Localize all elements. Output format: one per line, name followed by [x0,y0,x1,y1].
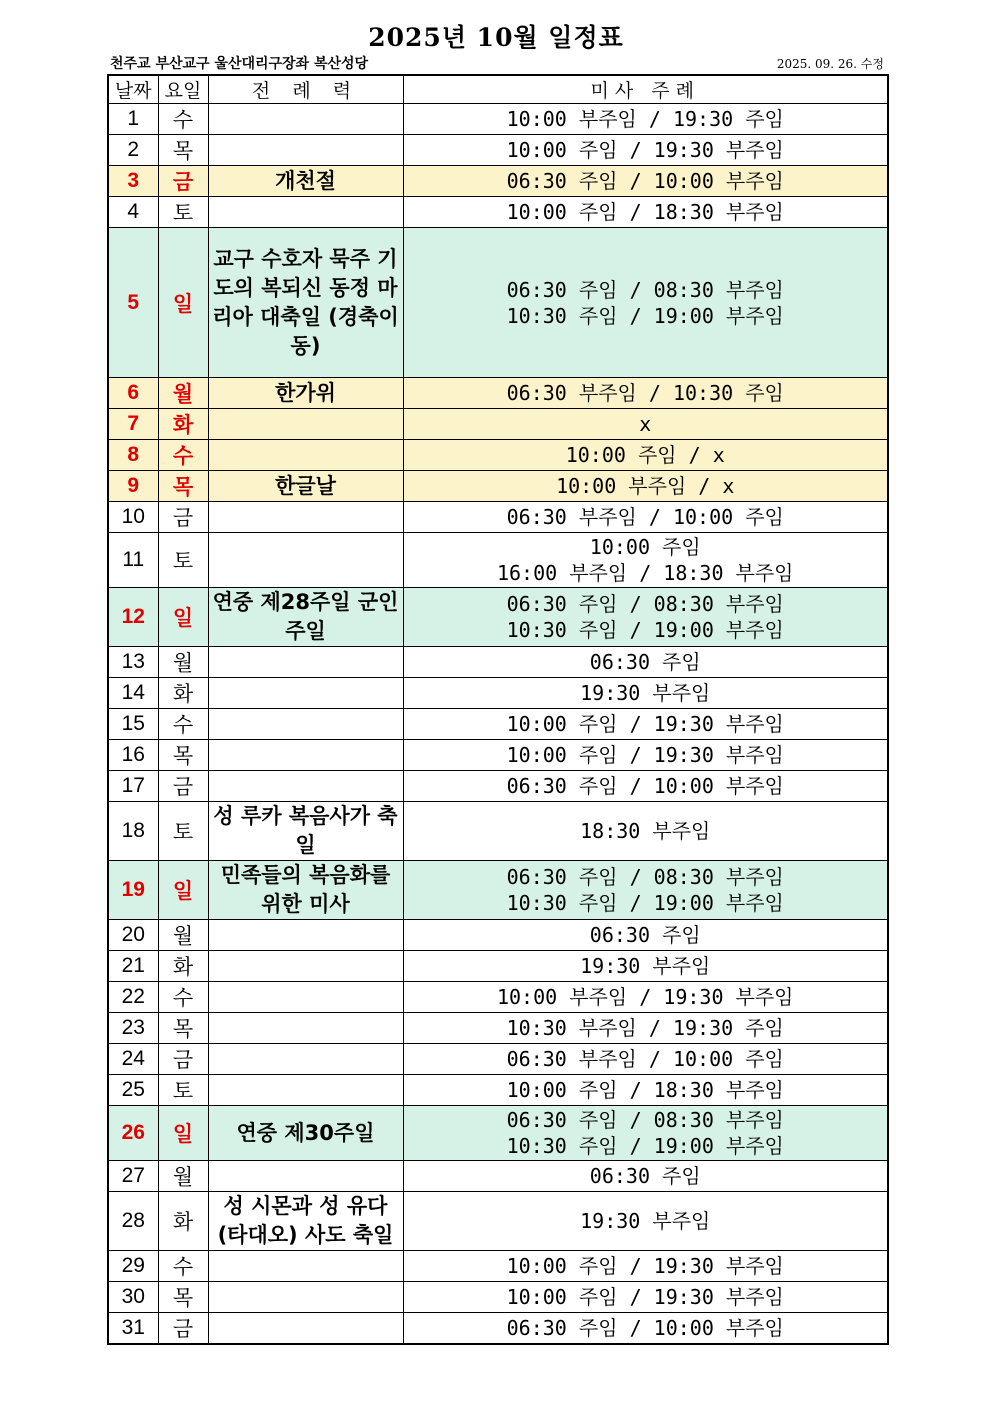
mass-cell: 19:30 부주임 [403,951,888,982]
weekday-cell: 토 [158,197,208,228]
liturgy-cell: 한글날 [208,471,403,502]
mass-cell: 10:00 주임 / 18:30 부주임 [403,1075,888,1106]
date-cell: 6 [108,378,158,409]
header-row [108,75,888,104]
table-row [108,228,888,378]
mass-cell: 10:00 부주임 / 19:30 부주임 [403,982,888,1013]
date-cell: 3 [108,166,158,197]
mass-cell: 19:30 부주임 [403,1192,888,1251]
weekday-cell: 목 [158,1282,208,1313]
date-cell: 25 [108,1075,158,1106]
table-row [108,1044,888,1075]
weekday-cell: 금 [158,1044,208,1075]
table-row [108,588,888,647]
weekday-cell: 금 [158,166,208,197]
table-row [108,1013,888,1044]
date-cell: 21 [108,951,158,982]
table-row [108,378,888,409]
liturgy-cell: 연중 제28주일 군인 주일 [208,588,403,647]
table-row [108,471,888,502]
table-row [108,709,888,740]
mass-cell: 06:30 주임 / 08:30 부주임 10:30 주임 / 19:00 부주임 [403,861,888,920]
weekday-cell: 토 [158,802,208,861]
table-row [108,1282,888,1313]
liturgy-cell: 한가위 [208,378,403,409]
date-cell: 7 [108,409,158,440]
liturgy-cell [208,709,403,740]
date-cell: 22 [108,982,158,1013]
weekday-cell: 화 [158,951,208,982]
liturgy-cell [208,1251,403,1282]
weekday-cell: 월 [158,378,208,409]
mass-cell: 10:00 주임 / 19:30 부주임 [403,1251,888,1282]
date-cell: 30 [108,1282,158,1313]
liturgy-cell [208,502,403,533]
liturgy-cell: 개천절 [208,166,403,197]
date-cell: 12 [108,588,158,647]
mass-cell: 10:00 주임 / x [403,440,888,471]
table-row [108,982,888,1013]
mass-cell: 10:00 부주임 / 19:30 주임 [403,104,888,135]
date-cell: 23 [108,1013,158,1044]
table-row [108,1161,888,1192]
table-row [108,104,888,135]
mass-cell: 06:30 주임 / 08:30 부주임 10:30 주임 / 19:00 부주임 [403,228,888,378]
date-cell: 4 [108,197,158,228]
date-cell: 5 [108,228,158,378]
table-row [108,771,888,802]
weekday-cell: 일 [158,228,208,378]
liturgy-cell [208,533,403,588]
mass-cell: 10:00 주임 / 19:30 부주임 [403,135,888,166]
weekday-cell: 일 [158,1106,208,1161]
table-row [108,802,888,861]
date-cell: 15 [108,709,158,740]
liturgy-cell [208,740,403,771]
table-row [108,861,888,920]
weekday-cell: 목 [158,740,208,771]
date-cell: 9 [108,471,158,502]
date-cell: 8 [108,440,158,471]
date-cell: 24 [108,1044,158,1075]
revision-date: 2025. 09. 26. 수정 [776,57,884,71]
mass-cell: 06:30 주임 [403,1161,888,1192]
table-row [108,678,888,709]
date-cell: 10 [108,502,158,533]
weekday-cell: 화 [158,409,208,440]
liturgy-cell [208,982,403,1013]
liturgy-cell: 성 루카 복음사가 축일 [208,802,403,861]
liturgy-cell [208,1313,403,1345]
date-cell: 1 [108,104,158,135]
col-mass-header: 미사 주례 [403,75,888,104]
table-row [108,440,888,471]
weekday-cell: 화 [158,1192,208,1251]
date-cell: 28 [108,1192,158,1251]
date-cell: 11 [108,533,158,588]
mass-cell: 10:00 주임 / 19:30 부주임 [403,709,888,740]
liturgy-cell: 연중 제30주일 [208,1106,403,1161]
liturgy-cell [208,951,403,982]
mass-cell: x [403,409,888,440]
mass-cell: 06:30 부주임 / 10:30 주임 [403,378,888,409]
mass-cell: 10:00 부주임 / x [403,471,888,502]
weekday-cell: 일 [158,861,208,920]
liturgy-cell [208,409,403,440]
date-cell: 13 [108,647,158,678]
table-row [108,1313,888,1345]
date-cell: 19 [108,861,158,920]
parish-name: 천주교 부산교구 울산대리구장좌 복산성당 [110,56,369,72]
date-cell: 29 [108,1251,158,1282]
date-cell: 17 [108,771,158,802]
liturgy-cell: 민족들의 복음화를 위한 미사 [208,861,403,920]
liturgy-cell [208,1075,403,1106]
table-row [108,647,888,678]
table-row [108,533,888,588]
mass-cell: 06:30 주임 [403,647,888,678]
schedule-table [107,74,889,1345]
mass-cell: 19:30 부주임 [403,678,888,709]
weekday-cell: 토 [158,1075,208,1106]
col-dow-header: 요일 [158,75,208,104]
liturgy-cell [208,771,403,802]
date-cell: 27 [108,1161,158,1192]
table-row [108,166,888,197]
col-liturgy-header: 전 례 력 [208,75,403,104]
mass-cell: 06:30 주임 / 08:30 부주임 10:30 주임 / 19:00 부주임 [403,1106,888,1161]
table-row [108,1106,888,1161]
liturgy-cell [208,920,403,951]
table-row [108,197,888,228]
mass-cell: 10:00 주임 / 19:30 부주임 [403,740,888,771]
liturgy-cell [208,1161,403,1192]
mass-cell: 06:30 부주임 / 10:00 주임 [403,1044,888,1075]
table-row [108,502,888,533]
mass-cell: 06:30 주임 / 10:00 부주임 [403,771,888,802]
liturgy-cell [208,1044,403,1075]
liturgy-cell [208,647,403,678]
mass-cell: 10:30 부주임 / 19:30 주임 [403,1013,888,1044]
liturgy-cell [208,678,403,709]
mass-cell: 06:30 부주임 / 10:00 주임 [403,502,888,533]
weekday-cell: 수 [158,709,208,740]
liturgy-cell [208,135,403,166]
table-row [108,1192,888,1251]
mass-cell: 10:00 주임 16:00 부주임 / 18:30 부주임 [403,533,888,588]
weekday-cell: 수 [158,1251,208,1282]
table-row [108,920,888,951]
mass-cell: 10:00 주임 / 18:30 부주임 [403,197,888,228]
table-row [108,135,888,166]
mass-cell: 06:30 주임 / 10:00 부주임 [403,166,888,197]
weekday-cell: 월 [158,920,208,951]
weekday-cell: 금 [158,771,208,802]
date-cell: 14 [108,678,158,709]
liturgy-cell: 교구 수호자 묵주 기도의 복되신 동정 마리아 대축일 (경축이동) [208,228,403,378]
weekday-cell: 화 [158,678,208,709]
weekday-cell: 월 [158,1161,208,1192]
page-title: 2025년 10월 일정표 [368,23,624,52]
date-cell: 18 [108,802,158,861]
weekday-cell: 금 [158,502,208,533]
weekday-cell: 목 [158,1013,208,1044]
date-cell: 20 [108,920,158,951]
weekday-cell: 토 [158,533,208,588]
weekday-cell: 금 [158,1313,208,1345]
weekday-cell: 수 [158,440,208,471]
date-cell: 16 [108,740,158,771]
table-row [108,1075,888,1106]
mass-cell: 06:30 주임 / 08:30 부주임 10:30 주임 / 19:00 부주임 [403,588,888,647]
liturgy-cell [208,1013,403,1044]
weekday-cell: 월 [158,647,208,678]
date-cell: 31 [108,1313,158,1345]
col-date-header: 날짜 [108,75,158,104]
date-cell: 26 [108,1106,158,1161]
table-row [108,1251,888,1282]
weekday-cell: 일 [158,588,208,647]
table-row [108,409,888,440]
liturgy-cell [208,1282,403,1313]
mass-cell: 06:30 주임 [403,920,888,951]
weekday-cell: 수 [158,104,208,135]
weekday-cell: 수 [158,982,208,1013]
liturgy-cell [208,440,403,471]
weekday-cell: 목 [158,471,208,502]
liturgy-cell [208,197,403,228]
mass-cell: 18:30 부주임 [403,802,888,861]
mass-cell: 06:30 주임 / 10:00 부주임 [403,1313,888,1345]
date-cell: 2 [108,135,158,166]
table-row [108,740,888,771]
mass-cell: 10:00 주임 / 19:30 부주임 [403,1282,888,1313]
table-row [108,951,888,982]
liturgy-cell: 성 시몬과 성 유다 (타대오) 사도 축일 [208,1192,403,1251]
weekday-cell: 목 [158,135,208,166]
liturgy-cell [208,104,403,135]
